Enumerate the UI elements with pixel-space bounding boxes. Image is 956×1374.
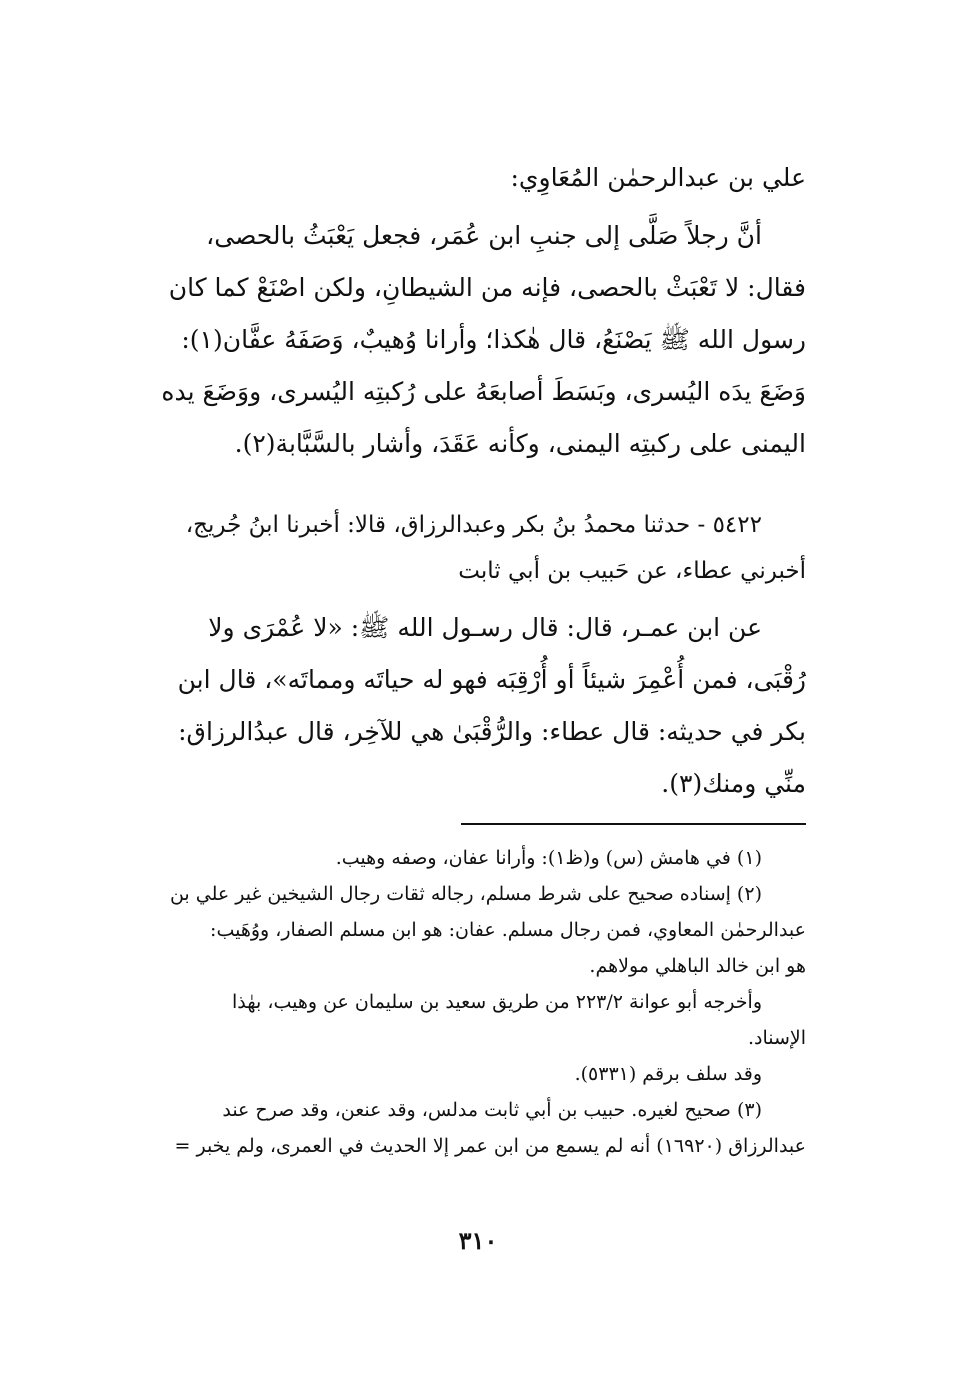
page-number: ٣١٠	[458, 1226, 498, 1255]
hadith1-line: وَضَعَ يدَه اليُسرى، وبَسَطَ أصابعَهُ على رُكبتِه اليُسرى، ووَضَعَ يده	[161, 377, 806, 406]
footnotes	[106, 840, 806, 1164]
hadith1-line: رسول الله ﷺ يَصْنَعُ، قال هٰكذا؛ وأرانا وُهيبٌ، وَصَفَهُ عفَّان(١):	[181, 325, 806, 354]
footnote-3-line: (٣) صحيح لغيره. حبيب بن أبي ثابت مدلس، وقد عنعن، وقد صرح عند	[222, 1099, 762, 1121]
hadith-text-1	[106, 210, 806, 470]
isnad-line: أخبرني عطاء، عن حَبيب بن أبي ثابت	[458, 558, 806, 584]
hadith2-line: رُقْبَى، فمن أُعْمِرَ شيئاً أو أُرْقِبَه فهو له حياتَه ومماتَه»، قال ابن	[177, 665, 806, 694]
footnote-divider	[461, 823, 806, 825]
hadith1-line: اليمنى على ركبتِه اليمنى، وكأنه عَقَدَ، وأشار بالسَّبَّابة(٢).	[234, 429, 806, 458]
chapter-intro	[106, 152, 806, 204]
footnote-2-line: هو ابن خالد الباهلي مولاهم.	[589, 955, 806, 977]
footnote-2c: وقد سلف برقم (٥٣٣١).	[574, 1063, 762, 1085]
hadith1-line: فقال: لا تَعْبَثْ بالحصى، فإنه من الشيطانِ، ولكن اصْنَعْ كما كان	[168, 273, 806, 302]
hadith2-line: بكر في حديثه: قال عطاء: والرُّقْبَىٰ هي للآخِر، قال عبدُالرزاق:	[178, 717, 806, 746]
footnote-2b-line: وأخرجه أبو عوانة ٢٢٣/٢ من طريق سعيد بن سليمان عن وهيب، بهٰذا	[232, 991, 762, 1013]
footnote-2-line: (٢) إسناده صحيح على شرط مسلم، رجاله ثقات رجال الشيخين غير علي بن	[169, 883, 762, 905]
isnad-line: ٥٤٢٢ - حدثنا محمدُ بنُ بكر وعبدالرزاق، قالا: أخبرنا ابنُ جُريج،	[185, 512, 762, 538]
hadith-text-2	[106, 602, 806, 810]
hadith1-line: أنَّ رجلاً صَلَّى إلى جنبِ ابن عُمَر، فجعل يَعْبَثُ بالحصى،	[206, 221, 762, 250]
hadith2-line: منِّي ومنك(٣).	[661, 769, 806, 798]
hadith2-line: عن ابن عمـر، قال: قال رسـول الله ﷺ: «لا عُمْرَى ولا	[208, 613, 762, 642]
footnote-2b-line: الإسناد.	[747, 1027, 806, 1049]
footnote-1: (١) في هامش (س) و(ظ١): وأرانا عفان، وصفه وهيب.	[335, 847, 762, 869]
footnote-2-line: عبدالرحمٰن المعاوي، فمن رجال مسلم. عفان: هو ابن مسلم الصفار، ووُهَيب:	[210, 919, 806, 941]
isnad-chain	[106, 502, 806, 594]
intro-line: علي بن عبدالرحمٰن المُعَاوِي:	[510, 163, 806, 192]
footnote-3-line: عبدالرزاق (١٦٩٢٠) أنه لم يسمع من ابن عمر إلا الحديث في العمرى، ولم يخبر =	[174, 1135, 806, 1157]
